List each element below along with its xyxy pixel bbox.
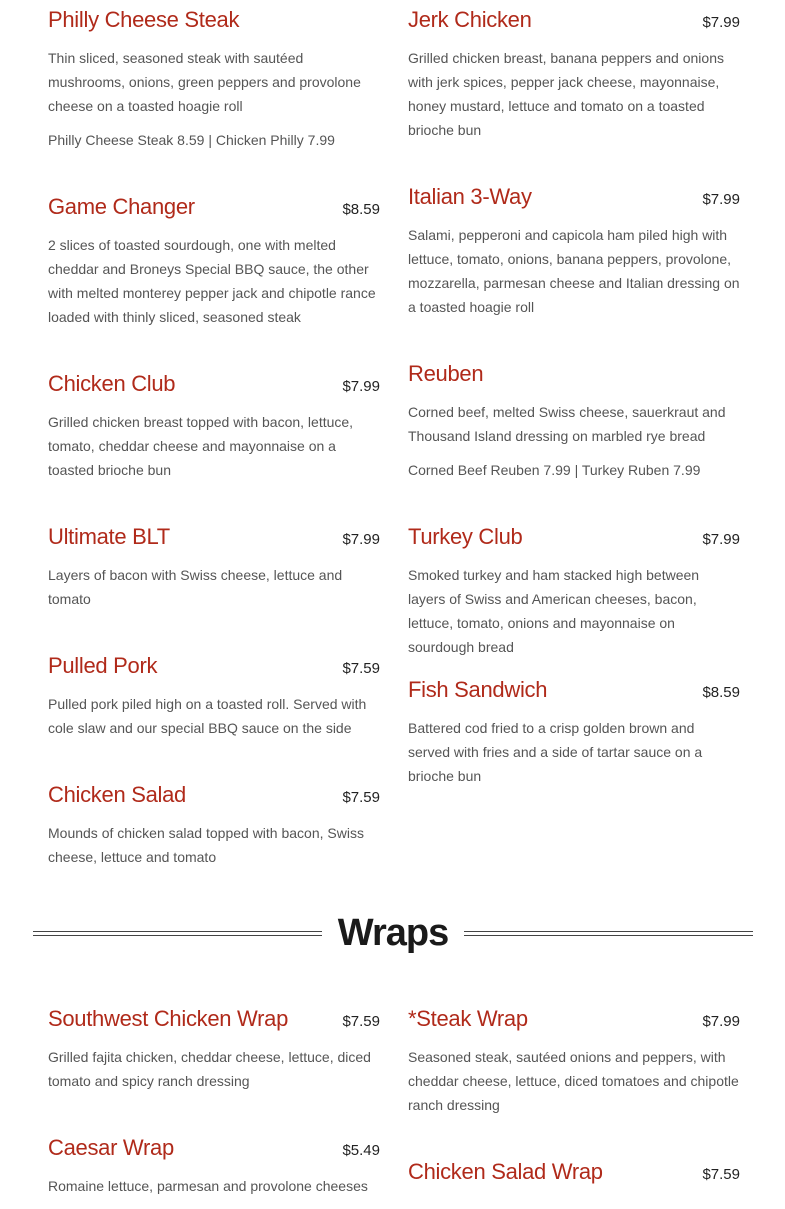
item-price: $7.59 [342,660,380,677]
menu-item [408,5,740,142]
menu-item [408,675,740,788]
menu-item [408,1004,740,1117]
menu-item [48,5,380,152]
item-price: $7.59 [342,789,380,806]
divider [33,931,322,936]
item-name: Reuben [408,361,484,386]
item-description: Romaine lettuce, parmesan and provolone cheeses [48,1178,368,1194]
item-price: $7.99 [342,531,380,548]
item-description: Smoked turkey and ham stacked high between layers of Swiss and American cheeses, bacon, lettuce, tomato, onions and mayonnaise on sourdough bread [408,567,700,655]
item-name: Ultimate BLT [48,524,170,549]
menu-item [48,780,380,869]
item-name: *Steak Wrap [408,1006,528,1031]
item-price: $7.99 [702,14,740,31]
item-description: Pulled pork piled high on a toasted roll. Served with cole slaw and our special BBQ sauce on the side [48,696,367,736]
item-description: 2 slices of toasted sourdough, one with melted cheddar and Broneys Special BBQ sauce, the other with melted monterey pepper jack and chipotle rance loaded with thinly sliced, seasoned steak [48,237,376,325]
item-price: $7.99 [702,1013,740,1030]
item-name: Italian 3-Way [408,184,532,209]
item-description: Salami, pepperoni and capicola ham piled high with lettuce, tomato, onions, banana peppers, provolone, mozzarella, parmesan cheese and Italian dressing on a toasted hoagie roll [408,227,740,315]
menu-item [408,522,740,659]
item-description: Grilled fajita chicken, cheddar cheese, lettuce, diced tomato and spicy ranch dressing [48,1049,371,1089]
item-name: Turkey Club [408,524,523,549]
item-variants: Philly Cheese Steak 8.59 | Chicken Philly 7.99 [48,132,335,148]
item-name: Fish Sandwich [408,677,548,702]
item-description: Thin sliced, seasoned steak with sautéed mushrooms, onions, green peppers and provolone cheese on a toasted hoagie roll [48,50,361,114]
item-price: $7.99 [342,378,380,395]
item-price: $5.49 [342,1142,380,1159]
item-description: Grilled chicken breast, banana peppers and onions with jerk spices, pepper jack cheese, mayonnaise, honey mustard, lettuce and tomato on a toasted brioche bun [408,50,724,138]
item-description: Layers of bacon with Swiss cheese, lettuce and tomato [48,567,343,607]
menu-item [48,1004,380,1093]
item-name: Chicken Salad [48,782,186,807]
item-description: Seasoned steak, sautéed onions and peppers, with cheddar cheese, lettuce, diced tomatoes and chipotle ranch dressing [408,1049,739,1113]
item-price: $7.99 [702,531,740,548]
item-description: Corned beef, melted Swiss cheese, sauerkraut and Thousand Island dressing on marbled rye bread [408,404,726,444]
item-price: $8.59 [702,684,740,701]
item-description: Battered cod fried to a crisp golden brown and served with fries and a side of tartar sauce on a brioche bun [408,720,703,784]
item-name: Game Changer [48,194,195,219]
menu-item [408,359,740,482]
item-price: $7.59 [342,1013,380,1030]
divider [464,931,753,936]
menu-item [48,1133,380,1198]
menu-item [48,651,380,740]
item-price: $7.59 [702,1166,740,1183]
item-name: Southwest Chicken Wrap [48,1006,288,1031]
menu-item [408,1157,740,1187]
item-price: $7.99 [702,191,740,208]
item-description: Grilled chicken breast topped with bacon, lettuce, tomato, cheddar cheese and mayonnaise on a toasted brioche bun [48,414,354,478]
section-title: Wraps [337,911,449,954]
menu-item [48,192,380,329]
item-price: $8.59 [342,201,380,218]
item-name: Philly Cheese Steak [48,7,240,32]
item-name: Jerk Chicken [408,7,532,32]
item-name: Pulled Pork [48,653,158,678]
item-name: Chicken Club [48,371,176,396]
wraps-section-header [33,905,753,961]
item-description: Mounds of chicken salad topped with bacon, Swiss cheese, lettuce and tomato [48,825,364,865]
menu-item [408,182,740,319]
item-name: Chicken Salad Wrap [408,1159,603,1184]
item-variants: Corned Beef Reuben 7.99 | Turkey Ruben 7.99 [408,462,701,478]
menu-item [48,369,380,482]
menu-item [48,522,380,611]
item-name: Caesar Wrap [48,1135,174,1160]
